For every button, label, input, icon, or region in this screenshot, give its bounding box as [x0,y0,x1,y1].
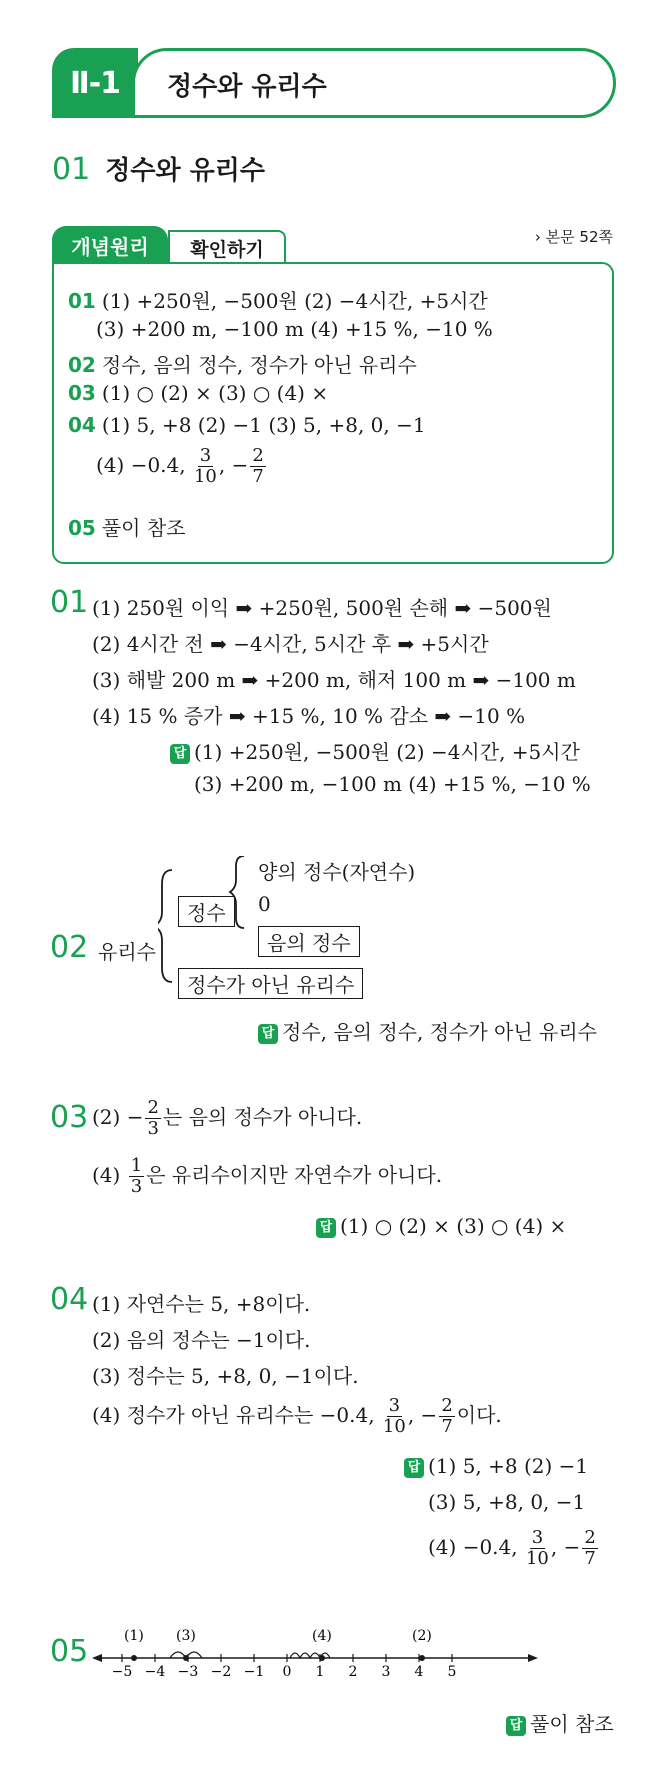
problem-number-04: 04 [50,1282,89,1317]
section-number: 01 [52,152,91,187]
label-1: (1) [124,1628,144,1644]
fraction: $\frac{2}{7}$ [252,445,264,487]
s01-answer-2: (3) +200 m, −100 m (4) +15 %, −10 % [194,772,591,796]
tick-label: −1 [243,1664,265,1678]
concept-line-2: (3) +200 m, −100 m (4) +15 %, −10 % [96,317,493,341]
answer-icon: 답 [170,744,190,764]
number-line [92,1618,542,1678]
concept-line-6: (4) −0.4, $\frac{3}{10}$ , − $\frac{2}{7}$ [96,445,264,487]
label-2: (2) [412,1628,432,1644]
section-title [52,150,265,187]
tick-label: 4 [414,1664,424,1678]
s01-line-1: (1) 250원 이익 ➡ +250원, 500원 손해 ➡ −500원 [92,596,552,620]
s04-line-2: (2) 음의 정수는 −1이다. [92,1328,311,1352]
arrow-left-icon [92,1654,102,1662]
s02-answer: 답 정수, 음의 정수, 정수가 아닌 유리수 [258,1016,597,1045]
fraction: $\frac{2}{3}$ [147,1097,159,1139]
point-2 [419,1655,425,1661]
s04-answer-1: 답 (1) 5, +8 (2) −1 [404,1454,588,1478]
tick-label: −5 [111,1664,133,1678]
s01-line-3: (3) 해발 200 m ➡ +200 m, 해저 100 m ➡ −100 m [92,668,576,692]
tick-label: 3 [381,1664,391,1678]
s03-line-1: (2) − $\frac{2}{3}$ 는 음의 정수가 아니다. [92,1097,363,1139]
non-integer-box: 정수가 아닌 유리수 [178,968,363,999]
section-title-text: 정수와 유리수 [105,156,265,186]
answer-icon: 답 [506,1716,526,1736]
s03-line-2: (4) $\frac{1}{3}$ 은 유리수이지만 자연수가 아니다. [92,1155,443,1197]
s01-line-2: (2) 4시간 전 ➡ −4시간, 5시간 후 ➡ +5시간 [92,632,489,656]
point-1 [131,1655,137,1661]
chapter-title: 정수와 유리수 [167,72,327,102]
concept-line-5: 04 (1) 5, +8 (2) −1 (3) 5, +8, 0, −1 [68,413,426,437]
problem-number-03: 03 [50,1100,89,1135]
answer-icon: 답 [316,1218,336,1238]
s04-answer-2: (3) 5, +8, 0, −1 [428,1490,586,1514]
check-tab: 확인하기 [168,230,286,264]
fraction: $\frac{3}{10}$ [525,1527,549,1569]
problem-number-02: 02 [50,930,89,965]
s01-answer-1: 답 (1) +250원, −500원 (2) −4시간, +5시간 [170,736,580,765]
s01-line-4: (4) 15 % 증가 ➡ +15 %, 10 % 감소 ➡ −10 % [92,704,526,728]
answer-icon: 답 [258,1024,278,1044]
integer-box: 정수 [178,896,235,927]
label-4: (4) [312,1628,332,1644]
tick-label: 1 [315,1664,325,1678]
label-3: (3) [176,1628,196,1644]
tick-label: −2 [210,1664,232,1678]
chapter-badge: Ⅱ-1 [52,48,138,118]
concept-line-1: 01 (1) +250원, −500원 (2) −4시간, +5시간 [68,289,488,313]
s04-line-4: (4) 정수가 아닌 유리수는 −0.4, $\frac{3}{10}$ , − $\frac{2}{7}$ 이다. [92,1395,502,1437]
problem-number-05: 05 [50,1634,89,1669]
concept-line-7: 05 풀이 참조 [68,516,186,540]
s04-line-1: (1) 자연수는 5, +8이다. [92,1292,311,1316]
tick-label: 2 [348,1664,358,1678]
tick-label: −4 [144,1664,166,1678]
negative-integer-box: 음의 정수 [258,926,360,957]
s04-line-3: (3) 정수는 5, +8, 0, −1이다. [92,1364,359,1388]
page-reference: › 본문 52쪽 [534,228,613,246]
fraction: $\frac{2}{7}$ [584,1527,596,1569]
problem-number-01: 01 [50,585,89,620]
tick-label: 0 [282,1664,292,1678]
s05-answer: 답 풀이 참조 [506,1708,614,1737]
fraction: $\frac{3}{10}$ [193,445,217,487]
s04-answer-3: (4) −0.4, $\frac{3}{10}$ , − $\frac{2}{7}$ [428,1527,596,1569]
arrow-right-icon [528,1654,538,1662]
s03-answer: 답 (1) ○ (2) × (3) ○ (4) × [316,1214,566,1238]
fraction: $\frac{3}{10}$ [382,1395,406,1437]
fraction: $\frac{2}{7}$ [441,1395,453,1437]
fraction: $\frac{1}{3}$ [130,1155,143,1197]
rational-root: 유리수 [98,940,156,964]
concept-line-3: 02 정수, 음의 정수, 정수가 아닌 유리수 [68,353,417,377]
concept-tab: 개념원리 [52,226,168,264]
tick-label: 5 [447,1664,457,1678]
tick-label: −3 [177,1664,199,1678]
zero: 0 [258,892,271,916]
positive-integer: 양의 정수(자연수) [258,860,416,884]
concept-line-4: 03 (1) ○ (2) × (3) ○ (4) × [68,381,329,405]
answer-icon: 답 [404,1458,424,1478]
